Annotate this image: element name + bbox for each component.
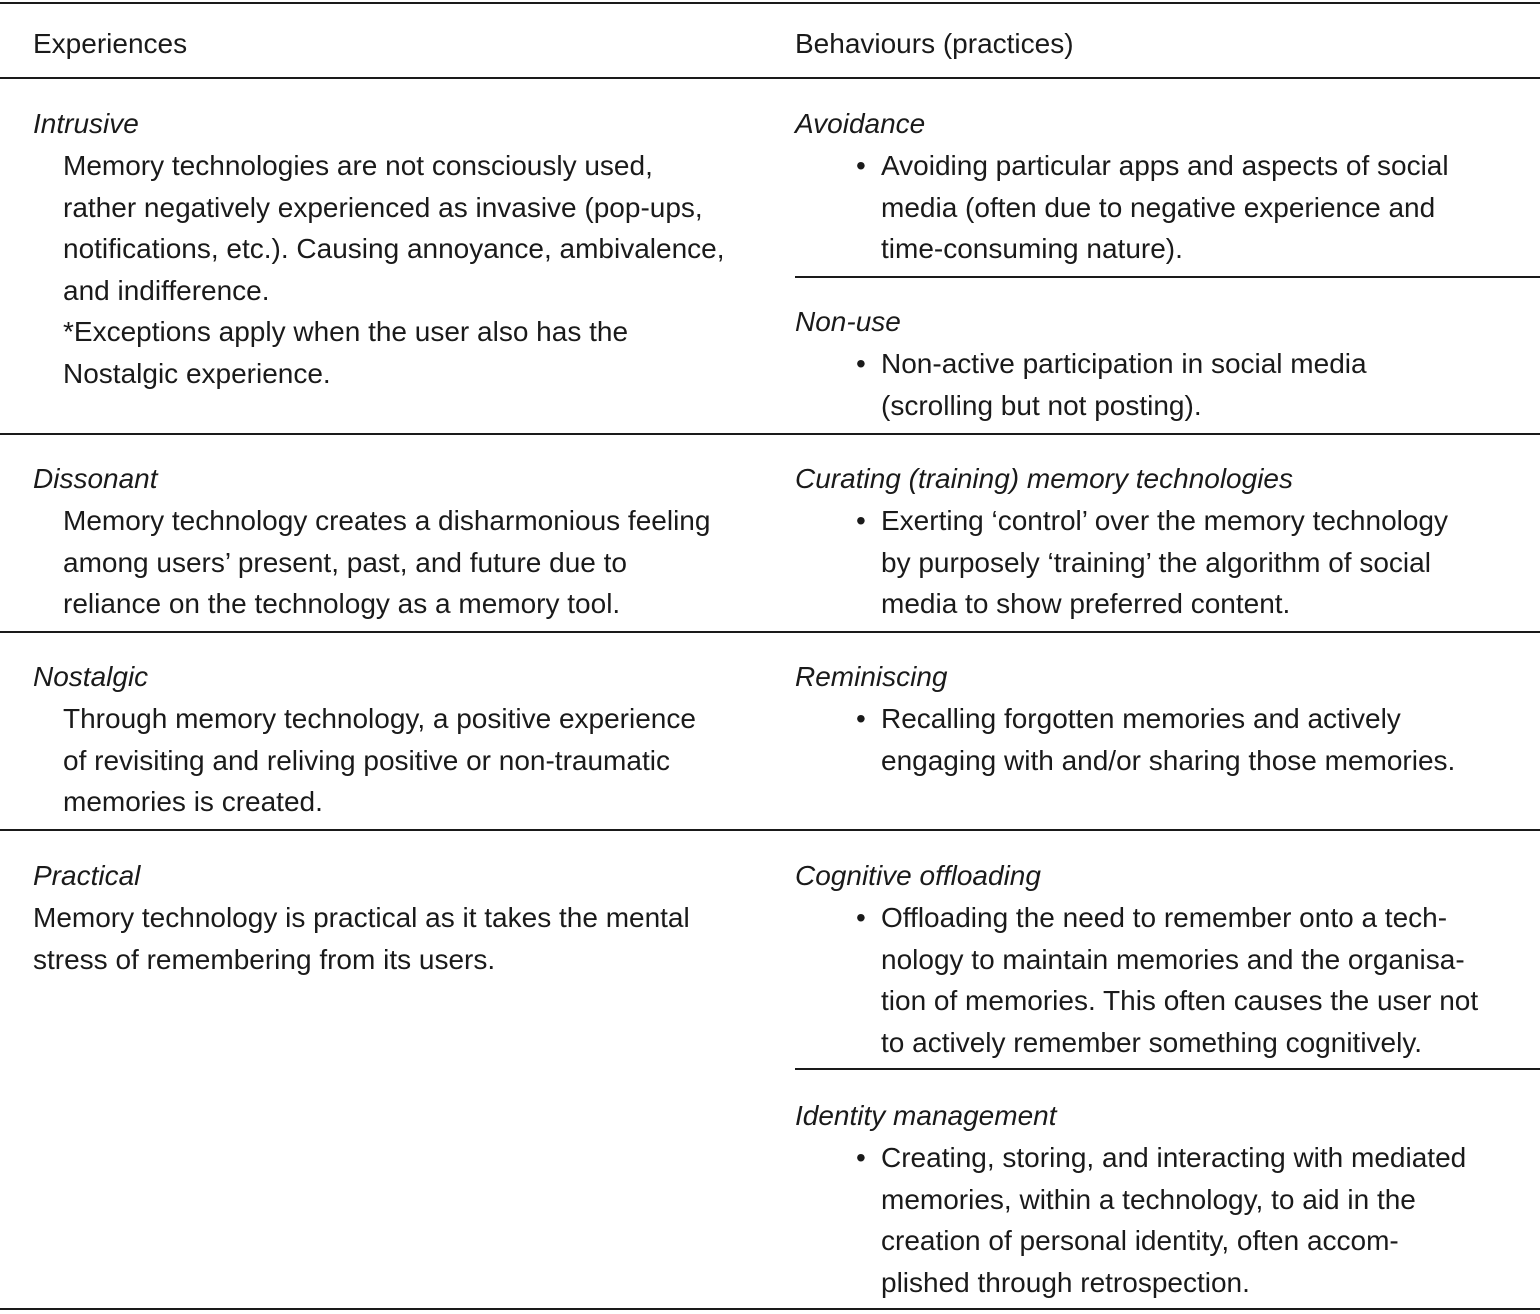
experience-description: Through memory technology, a positive experience of revisiting and reliving positive or non-traumatic memories is created.	[63, 703, 696, 817]
behaviour-description: Offloading the need to remember onto a tech- nology to maintain memories and the organisa- tion of memories. This often causes the user not to actively remember something cognitively.	[881, 902, 1479, 1058]
behaviour-title: Cognitive offloading	[795, 860, 1041, 891]
behaviour-title: Non-use	[795, 306, 901, 337]
experience-title: Intrusive	[33, 108, 139, 139]
experience-description: Memory technologies are not consciously used, rather negatively experienced as invasive (pop-ups, notifications, etc.). Causing annoyance, ambivalence, and indifference. *Exceptions apply when the user also has the Nostalgic experience.	[63, 150, 725, 389]
experience-title: Nostalgic	[33, 661, 149, 692]
behaviour-description: Creating, storing, and interacting with mediated memories, within a technology, to aid in the creation of personal identity, often accom- plished through retrospection.	[881, 1142, 1467, 1298]
behaviour-description: Recalling forgotten memories and actively engaging with and/or sharing those memories.	[881, 703, 1456, 776]
column-header-experiences: Experiences	[33, 28, 188, 59]
bullet-icon: •	[856, 902, 866, 933]
row-divider	[0, 829, 1540, 831]
behaviour-title: Curating (training) memory technologies	[795, 463, 1293, 494]
header-rule	[0, 77, 1540, 79]
bullet-icon: •	[856, 1142, 866, 1173]
behaviour-description: Exerting ‘control’ over the memory technology by purposely ‘training’ the algorithm of social media to show preferred content.	[881, 505, 1448, 619]
bullet-icon: •	[856, 348, 866, 379]
row-divider	[0, 631, 1540, 633]
column-header-behaviours: Behaviours (practices)	[795, 28, 1074, 59]
row-divider	[795, 276, 1540, 278]
experience-description: Memory technology creates a disharmonious feeling among users’ present, past, and future due to reliance on the technology as a memory tool.	[63, 505, 711, 619]
experience-description: Memory technology is practical as it takes the mental stress of remembering from its users.	[33, 902, 690, 975]
bullet-icon: •	[856, 505, 866, 536]
experience-title: Dissonant	[33, 463, 158, 494]
row-divider	[0, 433, 1540, 435]
behaviour-title: Reminiscing	[795, 661, 948, 692]
bullet-icon: •	[856, 150, 866, 181]
behaviour-title: Avoidance	[795, 108, 926, 139]
row-divider	[795, 1068, 1540, 1070]
bullet-icon: •	[856, 703, 866, 734]
bottom-rule	[0, 1308, 1540, 1310]
experience-title: Practical	[33, 860, 141, 891]
behaviour-description: Non-active participation in social media (scrolling but not posting).	[881, 348, 1367, 421]
behaviour-title: Identity management	[795, 1100, 1057, 1131]
behaviour-description: Avoiding particular apps and aspects of social media (often due to negative experience and time-consuming nature).	[881, 150, 1449, 264]
top-rule	[0, 2, 1540, 4]
